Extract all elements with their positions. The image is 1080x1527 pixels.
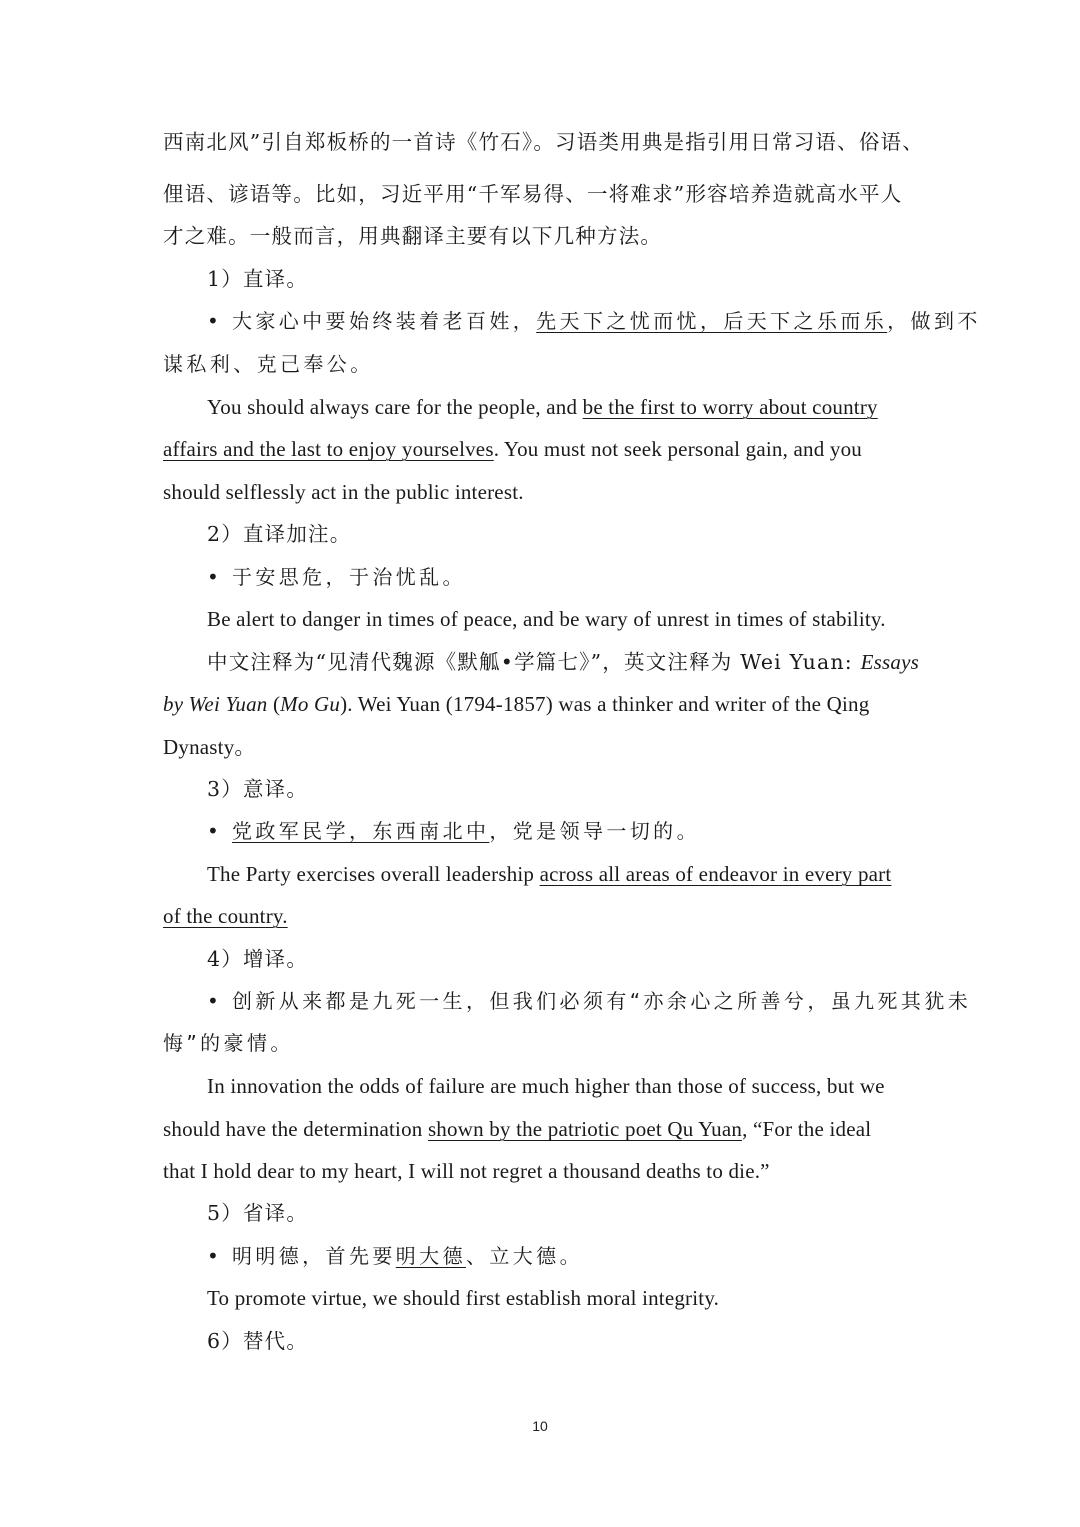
intro-line-3: 才之难。一般而言，用典翻译主要有以下几种方法。: [163, 224, 663, 248]
bullet: •: [207, 819, 232, 843]
example-zh-5: [207, 1241, 583, 1271]
quoted-allusion: 先天下之忧而忧，后天下之乐而乐: [536, 309, 888, 333]
example-en-1-line-3: should selflessly act in the public interest.: [163, 480, 524, 504]
example-en-1-line-2: [163, 434, 862, 464]
annotation-title: by Wei Yuan: [163, 692, 268, 716]
quoted-allusion: 明大德: [395, 1244, 466, 1268]
section-heading-omission: 5）省译。: [207, 1201, 309, 1225]
annotation-line-2: [163, 689, 869, 719]
annotation-title: Mo Gu: [280, 692, 341, 716]
example-en-text: . You must not seek personal gain, and you: [493, 437, 862, 461]
section-heading-literal-annotated: 2）直译加注。: [207, 522, 352, 546]
example-en-1-line-1: [207, 392, 878, 422]
example-zh-1-line-2: 谋私利、克己奉公。: [163, 352, 374, 376]
example-en-3-line-2: [163, 901, 288, 931]
example-en-text: You should always care for the people, and: [207, 395, 583, 419]
example-en-4-line-2: [163, 1114, 871, 1144]
example-en-5: To promote virtue, we should first establish moral integrity.: [207, 1286, 720, 1310]
example-zh-2: • 于安思危，于治忧乱。: [207, 565, 466, 589]
example-en-2: Be alert to danger in times of peace, and be wary of unrest in times of stability.: [207, 607, 886, 631]
example-zh-3: [207, 816, 700, 846]
page-number: 10: [532, 1418, 548, 1434]
translated-allusion: be the first to worry about country: [582, 395, 878, 419]
example-zh-text: ，做到不: [887, 309, 981, 333]
example-en-text: The Party exercises overall leadership: [207, 862, 540, 886]
annotation-line-3: Dynasty。: [163, 735, 256, 759]
example-zh-text: 、立大德。: [465, 1244, 583, 1268]
annotation-text: (: [267, 692, 281, 716]
example-en-4-line-1: In innovation the odds of failure are much higher than those of success, but we: [207, 1074, 885, 1098]
example-zh-text: ，党是领导一切的。: [489, 819, 700, 843]
translated-allusion: across all areas of endeavor in every part: [539, 862, 892, 886]
intro-line-2: 俚语、谚语等。比如，习近平用“千军易得、一将难求”形容培养造就高水平人: [163, 182, 903, 206]
annotation-text: ). Wei Yuan (1794-1857) was a thinker and writer of the Qing: [340, 692, 870, 716]
example-en-3-line-1: [207, 859, 891, 889]
section-heading-substitution: 6）替代。: [207, 1329, 309, 1353]
translated-allusion: affairs and the last to enjoy yourselves: [163, 437, 494, 461]
annotation-text: 中文注释为“见清代魏源《默觚•学篇七》”，英文注释为 Wei Yuan:: [207, 650, 861, 674]
example-en-text: should have the determination: [163, 1117, 428, 1141]
section-heading-amplification: 4）增译。: [207, 947, 309, 971]
quoted-allusion: 党政军民学，东西南北中: [231, 819, 490, 843]
example-zh-4-line-2: 悔”的豪情。: [163, 1031, 294, 1055]
section-heading-free: 3）意译。: [207, 777, 309, 801]
annotation-title: Essays: [860, 650, 919, 674]
example-zh-text: • 大家心中要始终装着老百姓，: [207, 309, 537, 333]
example-en-4-line-3: that I hold dear to my heart, I will not regret a thousand deaths to die.”: [163, 1159, 770, 1183]
example-zh-text: • 明明德，首先要: [207, 1244, 396, 1268]
example-zh-1-line-1: [207, 306, 981, 336]
translated-allusion: of the country.: [163, 904, 288, 928]
section-heading-literal: 1）直译。: [207, 267, 309, 291]
annotation-line-1: [207, 647, 919, 677]
example-en-text: , “For the ideal: [742, 1117, 872, 1141]
intro-line-1: 西南北风”引自郑板桥的一首诗《竹石》。习语类用典是指引用日常习语、俗语、: [163, 130, 924, 154]
translated-allusion: shown by the patriotic poet Qu Yuan: [427, 1117, 743, 1141]
example-zh-4-line-1: • 创新从来都是九死一生，但我们必须有“亦余心之所善兮，虽九死其犹未: [207, 989, 972, 1013]
